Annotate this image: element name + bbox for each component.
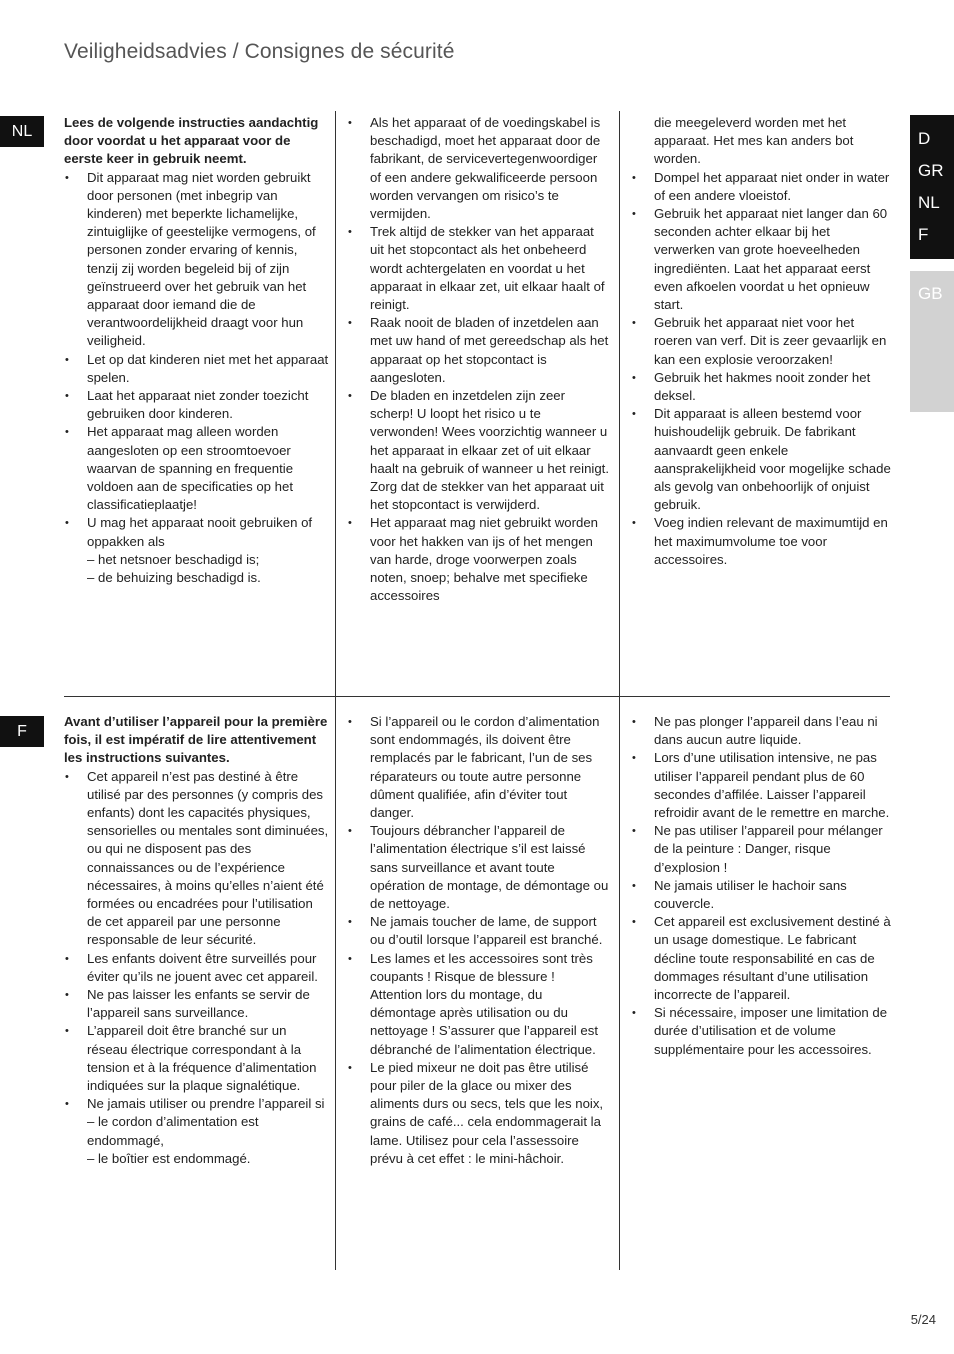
- page-number: 5/24: [910, 1312, 936, 1327]
- list-item: • U mag het apparaat nooit gebruiken of oppakken als: [64, 514, 330, 550]
- list-item: • Ne jamais utiliser le hachoir sans couvercle.: [631, 877, 893, 913]
- list-item: • Les enfants doivent être surveillés pour éviter qu’ils ne jouent avec cet appareil.: [64, 950, 330, 986]
- list-item: • Gebruik het hakmes nooit zonder het deksel.: [631, 369, 893, 405]
- list-item: • Dit apparaat mag niet worden gebruikt door personen (met inbegrip van kinderen) met beperkte lichamelijke, zintuiglijke of geestelijke vermogens, of personen zonder ervaring of kennis, tenzij zij worden begeleid bij of zijn geïnstrueerd over het gebruik van het apparaat door iemand die de verantwoordelijkheid draagt voor hun veiligheid.: [64, 169, 330, 351]
- list-item: • L’appareil doit être branché sur un réseau électrique correspondant à la tension et à la fréquence d’alimentation indiquées sur la plaque signalétique.: [64, 1022, 330, 1095]
- language-index-active: [910, 115, 954, 259]
- list-item: • Het apparaat mag niet gebruikt worden voor het hakken van ijs of het mengen van harde, droge voorwerpen zoals noten, snoep; behalve met specifieke accessoires: [347, 514, 609, 605]
- language-index-nl[interactable]: NL: [918, 193, 940, 212]
- section-tab-nl: NL: [0, 116, 44, 147]
- list-item: • Trek altijd de stekker van het apparaat uit het stopcontact als het onbeheerd wordt achtergelaten en voordat u het apparaat in elkaar zet, uit elkaar haalt of reinigt.: [347, 223, 609, 314]
- list-subitem: – de behuizing beschadigd is.: [87, 570, 261, 586]
- list-item: • Cet appareil n’est pas destiné à être utilisé par des personnes (y compris des enfants) dont les capacités physiques, sensorielles ou mentales sont diminuées, ou qui ne disposent pas des connaissances ou de l’expérience nécessaires, à moins qu’elles n’aient été formées ou encadrées pour l’utilisation de cet appareil par une personne responsable de leur sécurité.: [64, 768, 330, 950]
- list-item: • Ne pas plonger l’appareil dans l’eau ni dans aucun autre liquide.: [631, 713, 893, 749]
- list-item: • Laat het apparaat niet zonder toezicht gebruiken door kinderen.: [64, 387, 330, 423]
- list-item: • Gebruik het apparaat niet voor het roeren van verf. Dit is zeer gevaarlijk en kan een explosie veroorzaken!: [631, 314, 893, 369]
- nl-column-1: [64, 114, 330, 587]
- list-item: • Raak nooit de bladen of inzetdelen aan met uw hand of met gereedschap als het apparaat op het stopcontact is aangesloten.: [347, 314, 609, 387]
- list-item: • Ne jamais utiliser ou prendre l’appareil si: [64, 1095, 330, 1113]
- list-item-continued: die meegeleverd worden met het apparaat. Het mes kan anders bot worden.: [654, 115, 854, 167]
- list-item: • De bladen en inzetdelen zijn zeer scherp! U loopt het risico u te verwonden! Wees voorzichtig wanneer u het apparaat in elkaar zet of uit elkaar haalt na gebruik of wanneer u het reinigt. Zorg dat de stekker van het apparaat uit het stopcontact is verwijderd.: [347, 387, 609, 514]
- language-index-f[interactable]: F: [918, 225, 929, 244]
- list-item: • Si l’appareil ou le cordon d’alimentation sont endommagés, ils doivent être remplacés par le fabricant, l’un de ses réparateurs ou toute autre personne dûment qualifiée, afin d’éviter tout danger.: [347, 713, 609, 822]
- column-divider: [619, 697, 620, 1270]
- nl-intro: Lees de volgende instructies aandachtig door voordat u het apparaat voor de eerste keer in gebruik neemt.: [64, 115, 319, 167]
- f-column-1: [64, 713, 330, 1168]
- list-item: • Si nécessaire, imposer une limitation de durée d’utilisation et de volume supplémentaire pour les accessoires.: [631, 1004, 893, 1059]
- section-tab-f: F: [0, 716, 44, 747]
- column-divider: [619, 111, 620, 696]
- f-column-2: [347, 713, 609, 1168]
- f-intro: Avant d’utiliser l’appareil pour la première fois, il est impératif de lire attentivement les instructions suivantes.: [64, 714, 328, 766]
- language-index-gb[interactable]: GB: [918, 284, 943, 303]
- list-item: • Les lames et les accessoires sont très coupants ! Risque de blessure ! Attention lors du montage, du démontage après utilisation ou du nettoyage ! S’assurer que l’appareil est débranché de l’alimentation électrique.: [347, 950, 609, 1059]
- column-divider: [335, 697, 336, 1270]
- list-subitem: – le boîtier est endommagé.: [87, 1150, 251, 1166]
- list-item: • Het apparaat mag alleen worden aangesloten op een stroomtoevoer waarvan de spanning en frequentie voldoen aan de specificaties op het classificatieplaatje!: [64, 423, 330, 514]
- page-title: Veiligheidsadvies / Consignes de sécurité: [64, 40, 455, 63]
- list-item: • Le pied mixeur ne doit pas être utilisé pour piler de la glace ou mixer des aliments durs ou secs, tels que les noix, grains de café... cela endommagerait la lame. Utilisez pour cela l’assessoire prévu à cet effet : le mini-hâchoir.: [347, 1059, 609, 1168]
- list-item: • Let op dat kinderen niet met het apparaat spelen.: [64, 351, 330, 387]
- list-subitem: – het netsnoer beschadigd is;: [87, 551, 260, 567]
- list-item: • Gebruik het apparaat niet langer dan 60 seconden achter elkaar bij het verwerken van grote hoeveelheden ingrediënten. Laat het apparaat eerst even afkoelen voordat u het opnieuw start.: [631, 205, 893, 314]
- list-item: • Dit apparaat is alleen bestemd voor huishoudelijk gebruik. De fabrikant aanvaardt geen enkele aansprakelijkheid voor mogelijke schade als gevolg van onbehoorlijk of onjuist gebruik.: [631, 405, 893, 514]
- list-subitem: – le cordon d’alimentation est endommagé,: [87, 1114, 259, 1148]
- language-index-inactive: [910, 271, 954, 412]
- nl-column-2: [347, 114, 609, 605]
- list-item: • Lors d’une utilisation intensive, ne pas utiliser l’appareil pendant plus de 60 secondes d’affilée. Laisser l’appareil refroidir avant de le remettre en marche.: [631, 749, 893, 822]
- section-divider: [64, 696, 890, 697]
- list-item: • Voeg indien relevant de maximumtijd en het maximumvolume toe voor accessoires.: [631, 514, 893, 569]
- list-item: • Ne pas laisser les enfants se servir de l’appareil sans surveillance.: [64, 986, 330, 1022]
- f-column-3: [631, 713, 893, 1059]
- list-item: • Cet appareil est exclusivement destiné à un usage domestique. Le fabricant décline toute responsabilité en cas de dommages résultant d’une utilisation incorrecte de l’appareil.: [631, 913, 893, 1004]
- list-item: • Dompel het apparaat niet onder in water of een andere vloeistof.: [631, 169, 893, 205]
- list-item: • Ne jamais toucher de lame, de support ou d’outil lorsque l’appareil est branché.: [347, 913, 609, 949]
- list-item: • Ne pas utiliser l’appareil pour mélanger de la peinture : Danger, risque d’explosion !: [631, 822, 893, 877]
- language-index-d[interactable]: D: [918, 129, 931, 148]
- column-divider: [335, 111, 336, 696]
- list-item: • Als het apparaat of de voedingskabel is beschadigd, moet het apparaat door de fabrikant, de servicevertegenwoordiger of een andere gekwalificeerde persoon worden vervangen om risico’s te vermijden.: [347, 114, 609, 223]
- nl-column-3: [631, 114, 893, 569]
- list-item: • Toujours débrancher l’appareil de l’alimentation électrique s’il est laissé sans surveillance et avant toute opération de montage, de démontage ou de nettoyage.: [347, 822, 609, 913]
- language-index-gr[interactable]: GR: [918, 161, 944, 180]
